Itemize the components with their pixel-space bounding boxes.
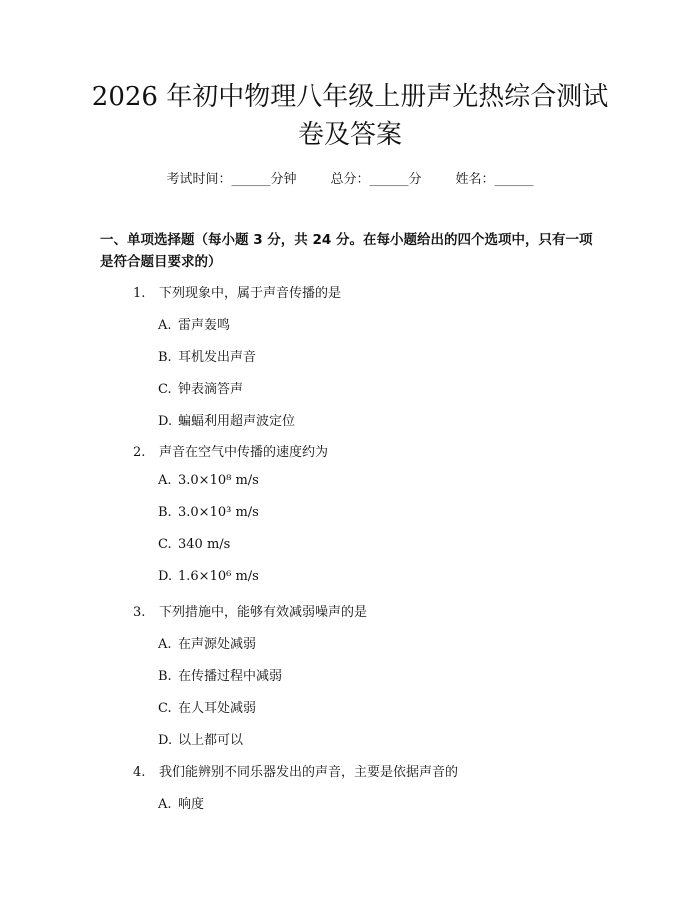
option-text: 响度 bbox=[178, 797, 205, 812]
question-3-option-b bbox=[158, 665, 282, 684]
question-2-option-a bbox=[158, 473, 259, 488]
name-label: 姓名：______ bbox=[455, 172, 534, 187]
question-number: 4. bbox=[133, 765, 146, 780]
option-letter: C. bbox=[158, 382, 172, 397]
option-text: 耳机发出声音 bbox=[178, 350, 257, 365]
option-letter: C. bbox=[158, 701, 172, 716]
option-letter: B. bbox=[158, 669, 172, 684]
question-1-option-d bbox=[158, 410, 295, 429]
option-letter: A. bbox=[158, 318, 172, 333]
question-3-option-c bbox=[158, 697, 256, 716]
option-text: 在声源处减弱 bbox=[178, 637, 257, 652]
option-text: 3.0×10⁸ m/s bbox=[178, 473, 259, 488]
title-line-1: 2026 年初中物理八年级上册声光热综合测试 bbox=[91, 82, 609, 112]
option-text: 以上都可以 bbox=[178, 733, 244, 748]
question-2 bbox=[133, 441, 328, 460]
option-text: 在人耳处减弱 bbox=[178, 701, 257, 716]
option-text: 蝙蝠利用超声波定位 bbox=[178, 414, 296, 429]
question-number: 2. bbox=[133, 445, 146, 460]
section-heading-line-1: 一、单项选择题（每小题 3 分，共 24 分。在每小题给出的四个选项中，只有一项 bbox=[100, 232, 593, 248]
question-4 bbox=[133, 761, 458, 780]
option-text: 3.0×10³ m/s bbox=[178, 505, 259, 520]
option-letter: A. bbox=[158, 637, 172, 652]
question-number: 1. bbox=[133, 286, 146, 301]
question-1-option-b bbox=[158, 346, 256, 365]
exam-meta bbox=[0, 168, 700, 187]
question-3 bbox=[133, 601, 367, 620]
question-1 bbox=[133, 282, 341, 301]
option-letter: A. bbox=[158, 797, 172, 812]
question-3-option-a bbox=[158, 633, 256, 652]
option-letter: B. bbox=[158, 505, 172, 520]
page-title bbox=[80, 78, 620, 154]
question-4-option-a bbox=[158, 793, 204, 812]
question-text: 下列措施中，能够有效减弱噪声的是 bbox=[159, 605, 368, 620]
option-letter: C. bbox=[158, 537, 172, 552]
question-2-option-b bbox=[158, 505, 259, 520]
option-text: 在传播过程中减弱 bbox=[178, 669, 283, 684]
question-1-option-c bbox=[158, 378, 243, 397]
question-text: 我们能辨别不同乐器发出的声音，主要是依据声音的 bbox=[159, 765, 459, 780]
option-text: 1.6×10⁶ m/s bbox=[178, 569, 259, 584]
question-1-option-a bbox=[158, 314, 230, 333]
option-letter: D. bbox=[158, 414, 173, 429]
option-letter: D. bbox=[158, 569, 173, 584]
section-heading bbox=[100, 229, 610, 273]
title-line-2: 卷及答案 bbox=[297, 120, 402, 150]
option-letter: A. bbox=[158, 473, 172, 488]
question-number: 3. bbox=[133, 605, 146, 620]
question-text: 下列现象中，属于声音传播的是 bbox=[159, 286, 342, 301]
exam-time-label: 考试时间：______分钟 bbox=[166, 172, 297, 187]
question-text: 声音在空气中传播的速度约为 bbox=[159, 445, 329, 460]
option-letter: D. bbox=[158, 733, 173, 748]
question-3-option-d bbox=[158, 729, 243, 748]
option-letter: B. bbox=[158, 350, 172, 365]
option-text: 雷声轰鸣 bbox=[178, 318, 231, 333]
section-heading-line-2: 是符合题目要求的） bbox=[100, 254, 222, 270]
question-2-option-d bbox=[158, 569, 259, 584]
option-text: 340 m/s bbox=[178, 537, 231, 552]
question-2-option-c bbox=[158, 537, 230, 552]
total-score-label: 总分：______分 bbox=[330, 172, 422, 187]
option-text: 钟表滴答声 bbox=[178, 382, 244, 397]
